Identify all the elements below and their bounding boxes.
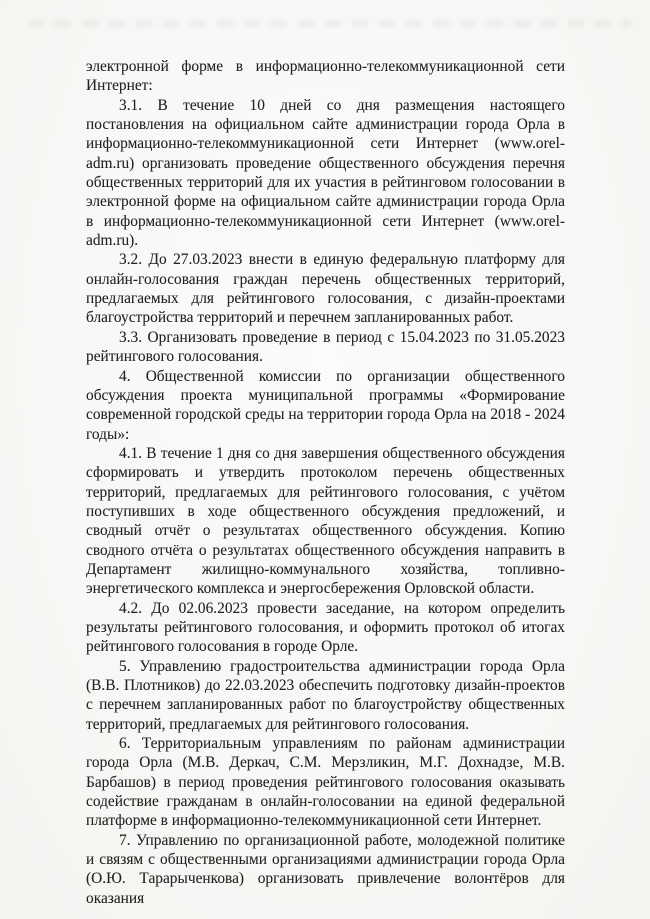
paragraph-4-2: 4.2. До 02.06.2023 провести заседание, на котором определить результаты рейтингового голосования, и оформить протокол об итогах рейтингового голосования в городе Орле. bbox=[86, 599, 565, 656]
document-text-block bbox=[86, 57, 565, 908]
paragraph-3-3: 3.3. Организовать проведение в период с 15.04.2023 по 31.05.2023 рейтингового голосования. bbox=[86, 328, 565, 366]
paragraph-5: 5. Управлению градостроительства администрации города Орла (В.В. Плотников) до 22.03.2023 обеспечить подготовку дизайн-проектов с перечнем запланированных работ по благоустройству общественных территорий, предлагаемых для рейтингового голосования. bbox=[86, 657, 565, 733]
paragraph-3-2: 3.2. До 27.03.2023 внести в единую федеральную платформу для онлайн-голосования граждан перечень общественных территорий, предлагаемых для рейтингового голосования, с дизайн-проектами благоустройства территорий и перечнем запланированных работ. bbox=[86, 251, 565, 327]
paragraph-3-1: 3.1. В течение 10 дней со дня размещения настоящего постановления на официальном сайте администрации города Орла в информационно-телекоммуникационной сети Интернет (www.orel-adm.ru) организовать проведение общественного обсуждения перечня общественных территорий для их участия в рейтинговом голосовании в электронной форме на официальном сайте администрации города Орла в информационно-телекоммуникационной сети Интернет (www.orel-adm.ru). bbox=[86, 96, 565, 250]
paragraph-4: 4. Общественной комиссии по организации общественного обсуждения проекта муниципальной программы «Формирование современной городской среды на территории города Орла на 2018 - 2024 годы»: bbox=[86, 367, 565, 443]
paragraph-7: 7. Управлению по организационной работе, молодежной политике и связям с общественными организациями администрации города Орла (О.Ю. Тарарыченкова) организовать привлечение волонтёров для оказания bbox=[86, 831, 565, 907]
paragraph-4-1: 4.1. В течение 1 дня со дня завершения общественного обсуждения сформировать и утвердить протоколом перечень общественных территорий, предлагаемых для рейтингового голосования, с учётом поступивших в ходе общественного обсуждения предложений, и сводный отчёт о результатах общественного обсуждения. Копию сводного отчёта о результатах общественного обсуждения направить в Департамент жилищно-коммунального хозяйства, топливно-энергетического комплекса и энергосбережения Орловской области. bbox=[86, 444, 565, 598]
paragraph-continuation: электронной форме в информационно-телекоммуникационной сети Интернет: bbox=[86, 58, 565, 95]
scan-artifact-band bbox=[28, 19, 632, 28]
paragraph-6: 6. Территориальным управлениям по районам администрации города Орла (М.В. Деркач, С.М. Мерзликин, М.Г. Дохнадзе, М.В. Барбашов) в период проведения рейтингового голосования оказывать содействие гражданам в онлайн-голосовании на единой федеральной платформе в информационно-телекоммуникационной сети Интернет. bbox=[86, 735, 565, 830]
